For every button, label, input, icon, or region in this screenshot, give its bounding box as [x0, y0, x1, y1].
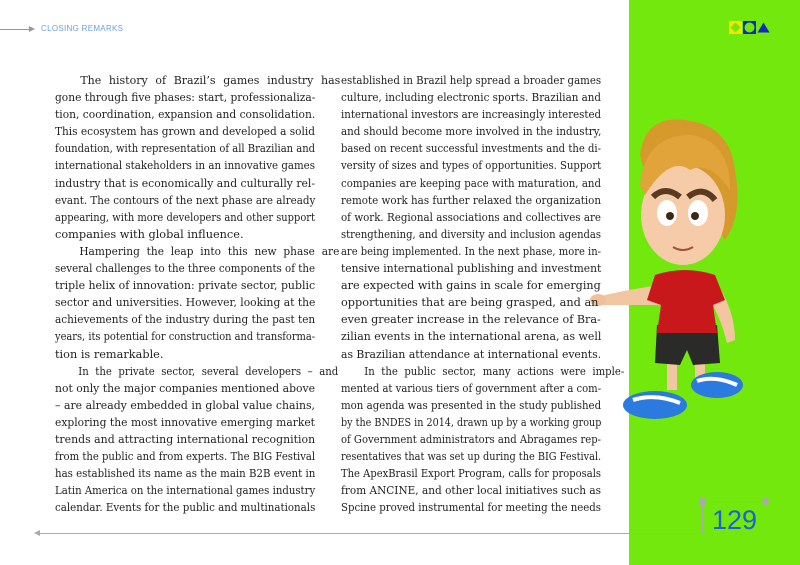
brand-icons [729, 21, 770, 34]
text-line: years, its potential for construction and transforma- [55, 330, 316, 344]
text-line: resentatives that was set up during the BIG Festival. [341, 450, 602, 464]
text-line: several challenges to the three components of the [55, 262, 316, 276]
text-line: are being implemented. In the next phase, more in- [341, 244, 602, 258]
footer-connector [702, 502, 703, 534]
text-line: as Brazilian attendance at international events. [341, 347, 602, 361]
text-line: opportunities that are being grasped, and an [341, 296, 599, 310]
text-line: This ecosystem has grown and developed a solid [55, 125, 316, 139]
left-text-column [55, 72, 341, 516]
diamond-in-yellow-square-icon [729, 21, 742, 34]
blue-triangle-icon [757, 21, 770, 34]
page-number: 129 [712, 505, 758, 535]
text-line: has established its name as the main B2B event in [55, 467, 316, 481]
text-line: culture, including electronic sports. Brazilian and [341, 91, 602, 105]
text-line: appearing, with more developers and other support [55, 210, 315, 224]
text-line: not only the major companies mentioned above [55, 381, 316, 395]
text-line: Latin America on the international games industry [55, 484, 316, 498]
text-line: by the BNDES in 2014, drawn up by a working group [341, 415, 602, 429]
text-line: and should become more involved in the industry, [341, 125, 602, 139]
text-line: evant. The contours of the next phase are already [55, 193, 316, 207]
text-line: Hampering the leap into this new phase are [79, 244, 340, 258]
text-line: zilian events in the international arena, as well [341, 330, 602, 344]
footer-rule [40, 533, 703, 534]
text-line: exploring the most innovative emerging market [55, 415, 315, 429]
footer-connector [702, 501, 766, 502]
text-line: from the public and from experts. The BIG Festival [55, 450, 316, 464]
text-line: of work. Regional associations and collectives are [341, 210, 602, 224]
header-arrow-icon [29, 26, 35, 32]
text-line: The history of Brazil’s games industry has [80, 74, 341, 87]
text-line: The ApexBrasil Export Program, calls for proposals [341, 467, 602, 481]
text-line: triple helix of innovation: private sector, public [55, 279, 316, 293]
footer-square-marker [699, 498, 706, 505]
text-line: are expected with gains in scale for emerging [341, 279, 601, 293]
text-line: strengthening, and diversity and inclusion agendas [341, 227, 602, 241]
text-line: international investors are increasingly interested [341, 108, 602, 122]
text-line: In the public sector, many actions were imple- [364, 364, 625, 378]
text-line: Spcine proved instrumental for meeting the needs [341, 501, 602, 515]
text-line: even greater increase in the relevance of Bra- [341, 313, 601, 327]
footer-dot-marker [762, 498, 769, 505]
text-line: achievements of the industry during the past ten [55, 313, 316, 327]
text-line: sector and universities. However, looking at the [55, 296, 316, 310]
text-line: international stakeholders in an innovative games [55, 159, 315, 173]
text-line: – are already embedded in global value chains, [55, 398, 316, 412]
text-line: tion is remarkable. [55, 347, 164, 361]
section-title: CLOSING REMARKS [41, 24, 124, 33]
text-line: foundation, with representation of all Brazilian and [55, 142, 316, 156]
text-line: industry that is economically and culturally rel- [55, 176, 316, 190]
text-line: based on recent successful investments and the di- [341, 142, 602, 156]
text-line: of Government administrators and Abragames rep- [341, 432, 602, 446]
text-line: established in Brazil help spread a broader games [341, 74, 602, 87]
circle-in-blue-square-icon [743, 21, 756, 34]
right-text-column [341, 72, 625, 516]
text-line: versity of sizes and types of opportunities. Support [341, 159, 602, 173]
text-line: mon agenda was presented in the study published [341, 398, 602, 412]
text-line: tensive international publishing and investment [341, 262, 602, 276]
text-line: trends and attracting international recognition [55, 432, 316, 446]
text-line: mented at various tiers of government after a com- [341, 381, 602, 395]
text-line: calendar. Events for the public and multinationals [55, 501, 316, 515]
text-line: tion, coordination, expansion and consolidation. [55, 108, 316, 122]
text-line: remote work has further relaxed the organization [341, 193, 602, 207]
text-line: companies are keeping pace with maturation, and [341, 176, 602, 190]
text-line: from ANCINE, and other local initiatives such as [341, 484, 602, 498]
text-line: companies with global influence. [55, 227, 244, 241]
text-line: In the private sector, several developers – and [78, 364, 339, 378]
header-rule [0, 29, 30, 30]
text-line: gone through five phases: start, professionaliza- [55, 91, 316, 105]
